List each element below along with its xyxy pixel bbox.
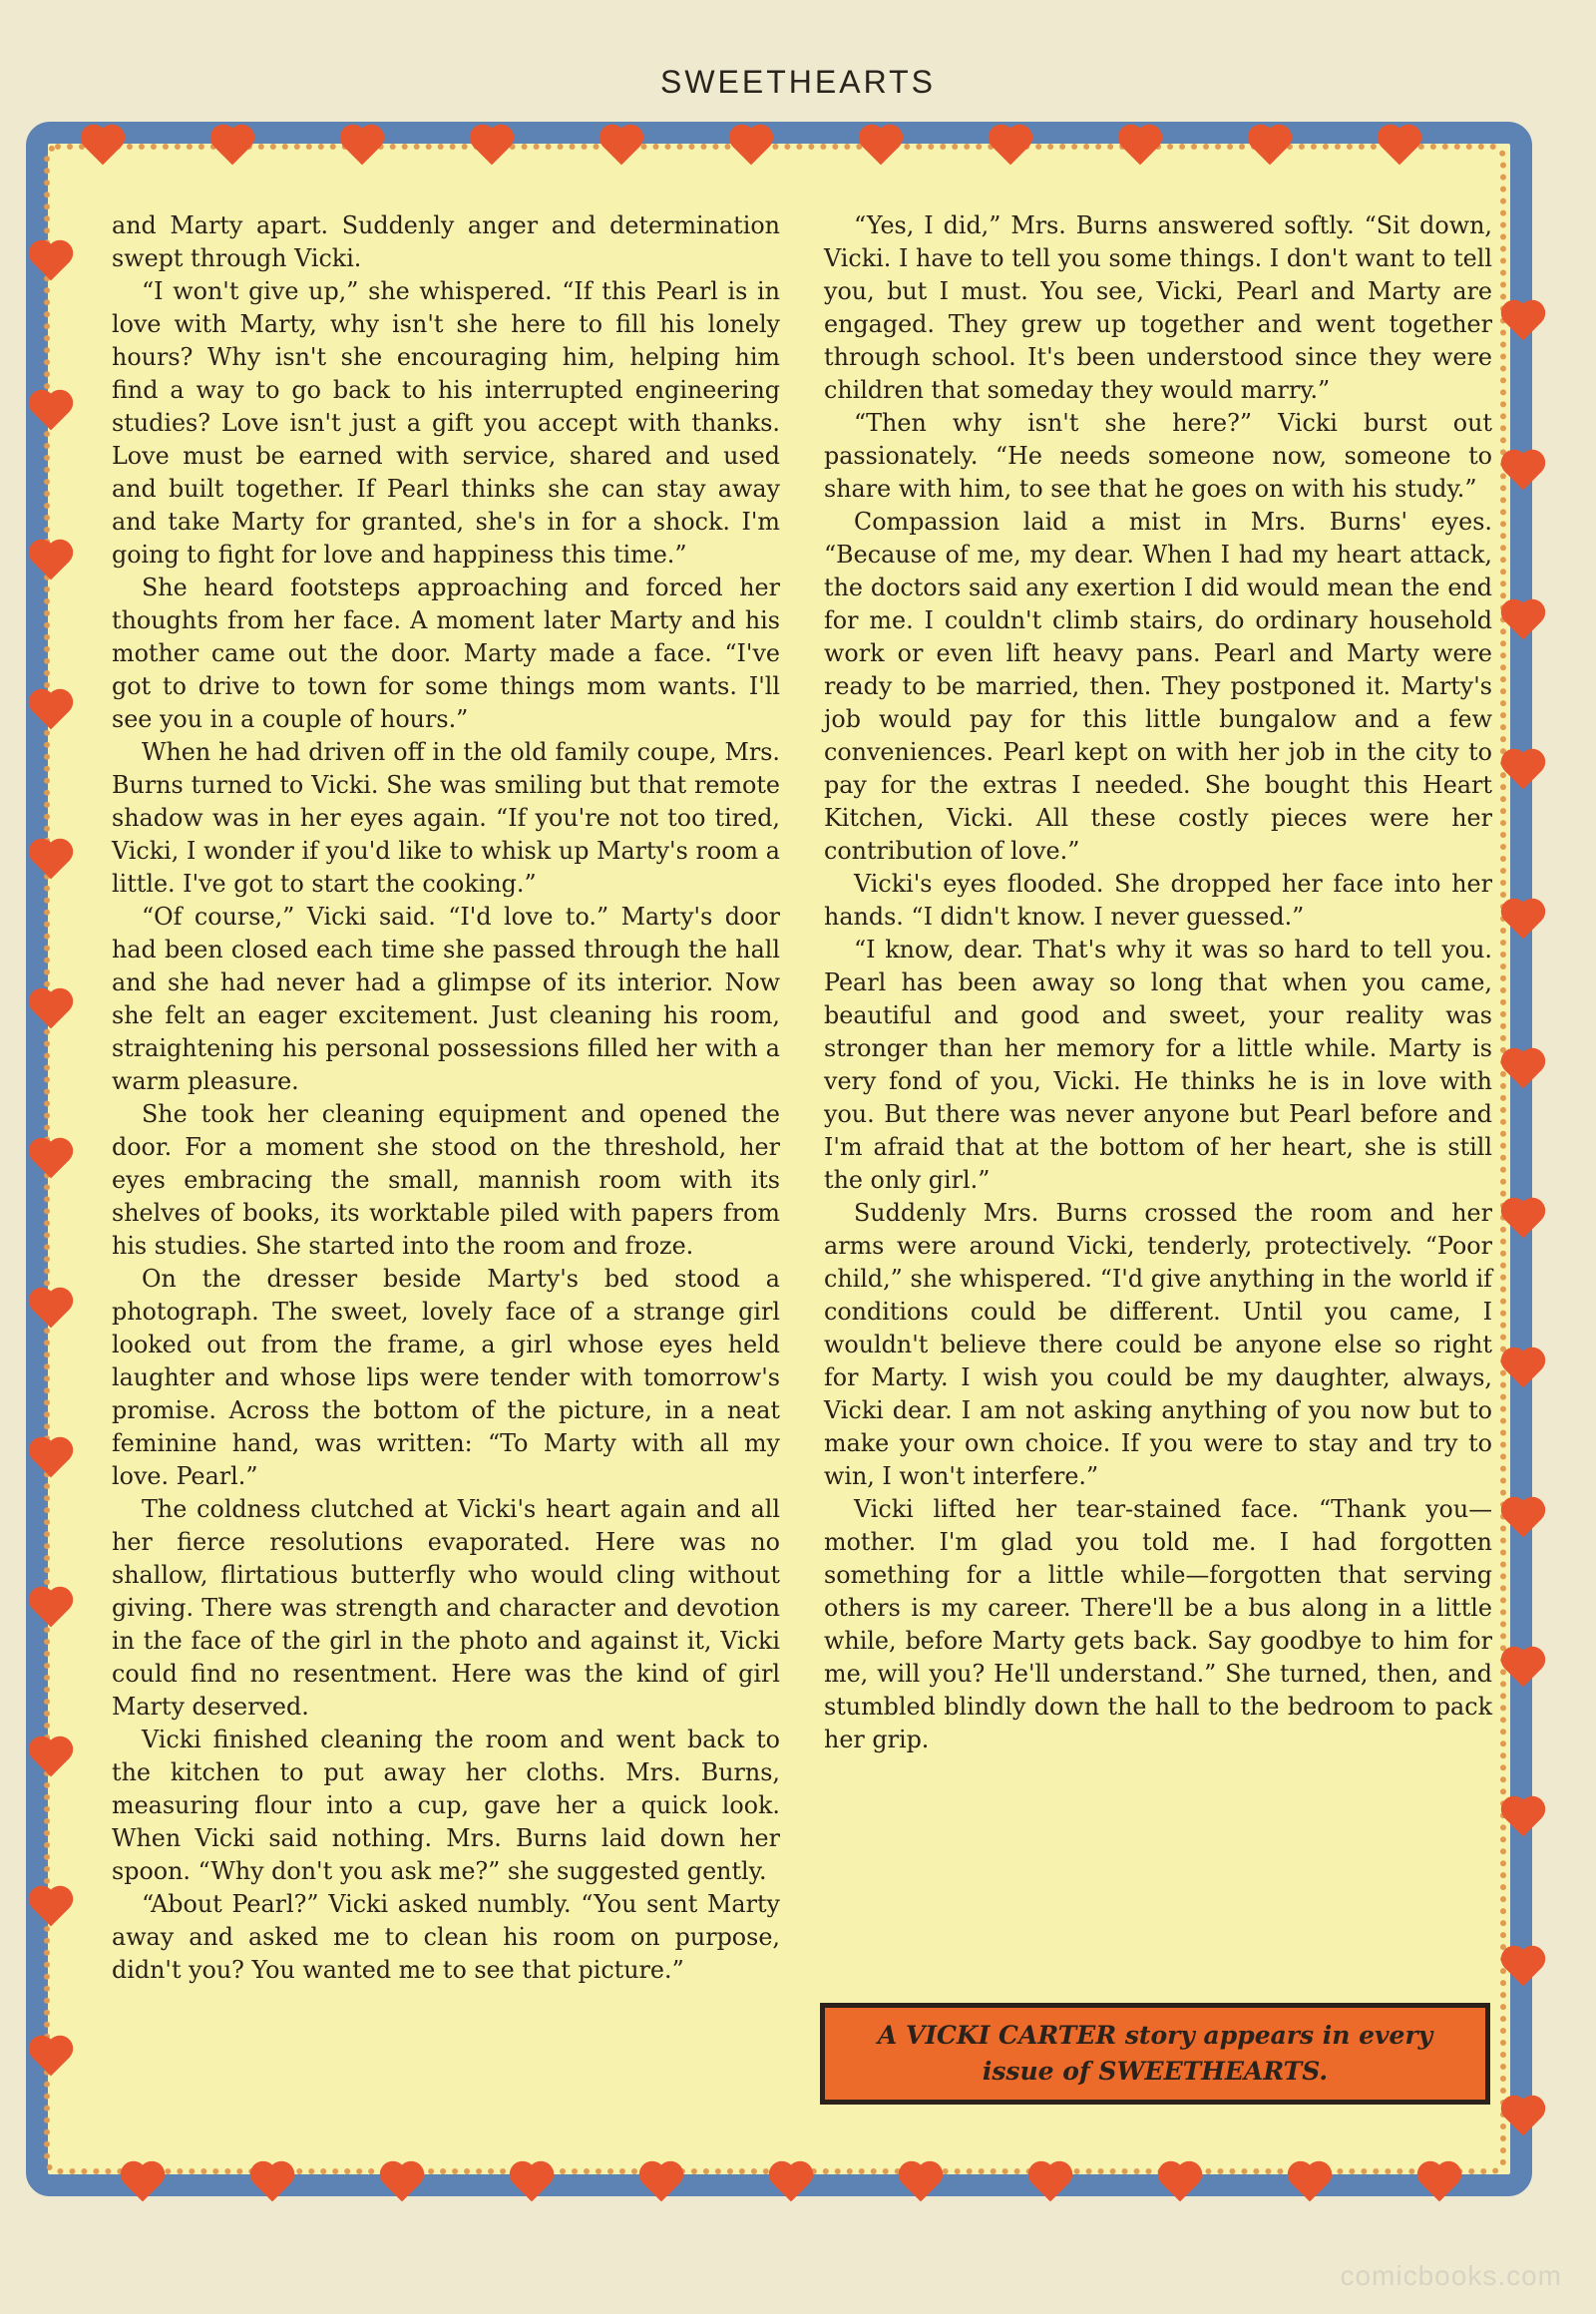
paragraph: When he had driven off in the old family coupe, Mrs. Burns turned to Vicki. She was smiling but that remote shadow was in her eyes again. “If you're not too tired, Vicki, I wonder if you'd like to whisk up Marty's room a little. I've got to start the cooking.”: [112, 738, 780, 898]
site-watermark: comicbooks.com: [1340, 2260, 1562, 2291]
paragraph: The coldness clutched at Vicki's heart again and all her fierce resolutions evaporated. Here was no shallow, flirtatious butterfly who would cling without giving. There was strength and character and devotion in the face of the girl in the photo and against it, Vicki could find no resentment. Here was the kind of girl Marty deserved.: [112, 1495, 780, 1721]
paragraph: Vicki's eyes flooded. She dropped her face into her hands. “I didn't know. I never guessed.”: [824, 870, 1492, 931]
paragraph: Vicki lifted her tear-stained face. “Thank you—mother. I'm glad you told me. I had forgotten something for a little while—forgotten that serving others is my career. There'll be a bus along in a little while, before Marty gets back. Say goodbye to him for me, will you? He'll understand.” She turned, then, and stumbled blindly down the hall to the bedroom to pack her grip.: [824, 1495, 1492, 1753]
paragraph: “Yes, I did,” Mrs. Burns answered softly. “Sit down, Vicki. I have to tell you some things. I don't want to tell you, but I must. You see, Vicki, Pearl and Marty are engaged. They grew up together and went together through school. It's been understood since they were children that someday they would marry.”: [824, 211, 1492, 404]
paragraph: “Of course,” Vicki said. “I'd love to.” Marty's door had been closed each time she passed through the hall and she had never had a glimpse of its interior. Now she felt an eager excitement. Just cleaning his room, straightening his personal possessions filled her with a warm pleasure.: [112, 903, 780, 1095]
paragraph: She heard footsteps approaching and forced her thoughts from her face. A moment later Marty and his mother came out the door. Marty made a face. “I've got to drive to town for some things mom wants. I'll see you in a couple of hours.”: [112, 574, 780, 733]
paragraph: “About Pearl?” Vicki asked numbly. “You sent Marty away and asked me to clean his room on purpose, didn't you? You wanted me to see that picture.”: [112, 1890, 780, 1984]
paragraph: and Marty apart. Suddenly anger and determination swept through Vicki.: [112, 211, 780, 272]
paragraph: On the dresser beside Marty's bed stood a photograph. The sweet, lovely face of a strange girl looked out from the frame, a girl whose eyes held laughter and whose lips were tender with tomorrow's promise. Across the bottom of the picture, in a neat feminine hand, was written: “To Marty with all my love. Pearl.”: [112, 1265, 780, 1490]
page-header-title: SWEETHEARTS: [660, 64, 936, 100]
paragraph: Vicki finished cleaning the room and went back to the kitchen to put away her cloths. Mrs. Burns, measuring flour into a cup, gave her a quick look. When Vicki said nothing. Mrs. Burns laid down her spoon. “Why don't you ask me?” she suggested gently.: [112, 1726, 780, 1885]
paragraph: “I know, dear. That's why it was so hard to tell you. Pearl has been away so long that when you came, beautiful and good and sweet, your reality was stronger than her memory for a little while. Marty is very fond of you, Vicki. He thinks he is in love with you. But there was never anyone but Pearl before and I'm afraid that at the bottom of her heart, she is still the only girl.”: [824, 936, 1492, 1194]
paragraph: “Then why isn't she here?” Vicki burst out passionately. “He needs someone now, someone to share with him, to see that he goes on with his study.”: [824, 409, 1492, 503]
story-column-right: [824, 209, 1492, 1756]
paragraph: “I won't give up,” she whispered. “If this Pearl is in love with Marty, why isn't she here to fill his lonely hours? Why isn't she encouraging him, helping him find a way to go back to his interrupted engineering studies? Love isn't just a gift you accept with thanks. Love must be earned with service, shared and used and built together. If Pearl thinks she can stay away and take Marty for granted, she's in for a shock. I'm going to fight for love and happiness this time.”: [112, 277, 780, 569]
story-column-left: [112, 209, 780, 1987]
paragraph: Compassion laid a mist in Mrs. Burns' eyes. “Because of me, my dear. When I had my heart attack, the doctors said any exertion I did would mean the end for me. I couldn't climb stairs, do ordinary household work or even lift heavy pans. Pearl and Marty were ready to be married, then. They postponed it. Marty's job would pay for this little bungalow and a few conveniences. Pearl kept on with her job in the city to pay for the extras I needed. She bought this Heart Kitchen, Vicki. All these costly pieces were her contribution of love.”: [824, 508, 1492, 865]
paragraph: She took her cleaning equipment and opened the door. For a moment she stood on the threshold, her eyes embracing the small, mannish room with its shelves of books, its worktable piled with papers from his studies. She started into the room and froze.: [112, 1100, 780, 1260]
series-banner: A VICKI CARTER story appears in every issue of SWEETHEARTS.: [820, 2003, 1490, 2105]
paragraph: Suddenly Mrs. Burns crossed the room and her arms were around Vicki, tenderly, protectively. “Poor child,” she whispered. “I'd give anything in the world if conditions could be different. Until you came, I wouldn't believe there could be anyone else so right for Marty. I wish you could be my daughter, always, Vicki dear. I am not asking anything of you now but to make your own choice. If you were to stay and try to win, I won't interfere.”: [824, 1199, 1492, 1490]
